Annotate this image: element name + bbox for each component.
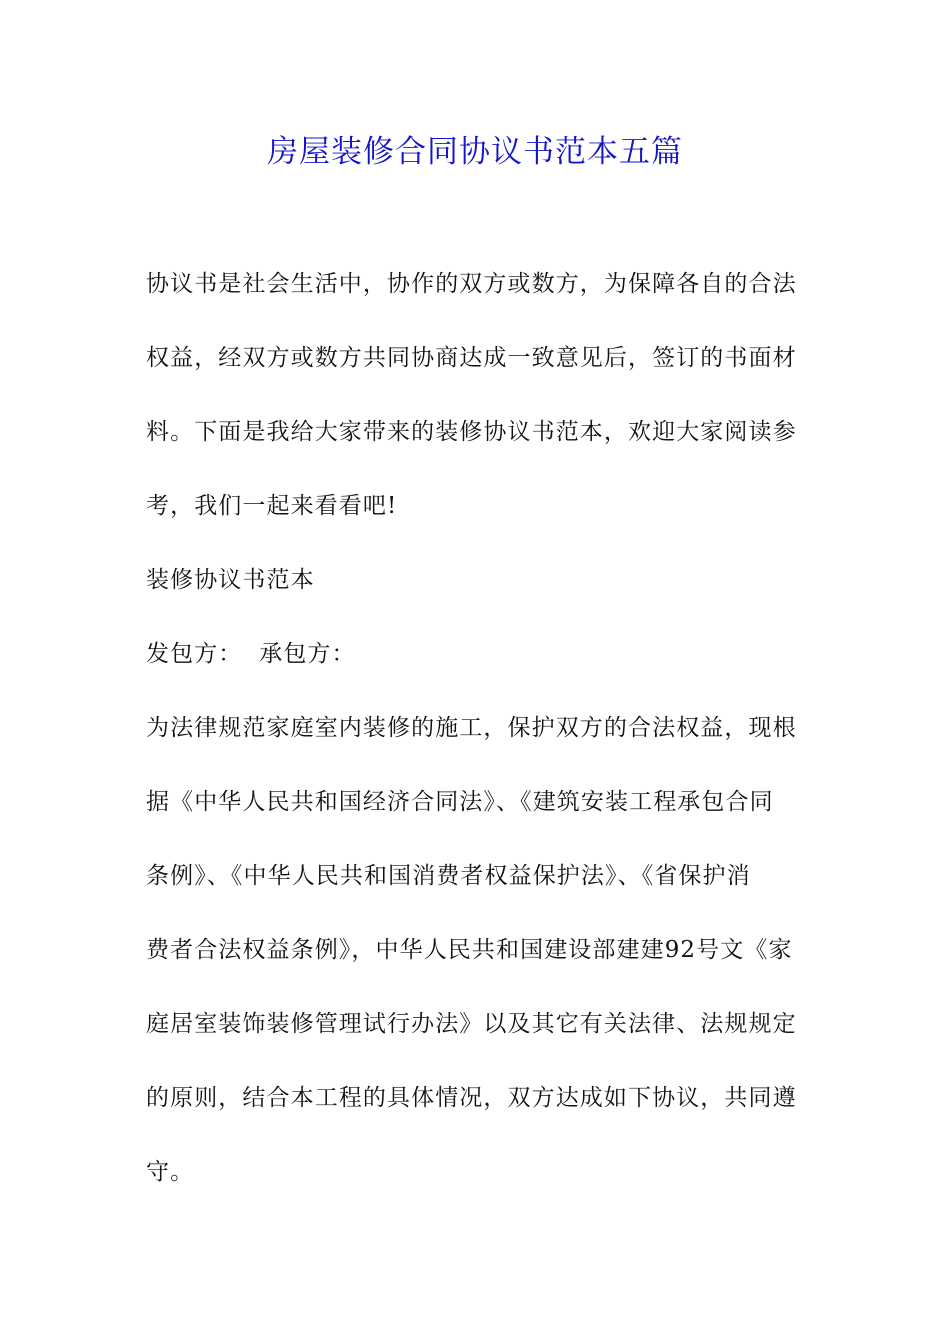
intro-line-1: 协议书是社会生活中，协作的双方或数方，为保障各自的合法 [146, 271, 797, 297]
clause-line-7: 守。 [146, 1159, 195, 1185]
intro-line-4: 考，我们一起来看看吧! [146, 493, 398, 519]
clause-line-5: 庭居室装饰装修管理试行办法》以及其它有关法律、法规规定 [146, 1011, 797, 1037]
document-body [146, 247, 826, 1209]
intro-line-3: 料。下面是我给大家带来的装修协议书范本，欢迎大家阅读参 [146, 419, 797, 445]
clause-line-1: 为法律规范家庭室内装修的施工，保护双方的合法权益，现根 [146, 715, 797, 741]
section-heading: 装修协议书范本 [146, 567, 315, 593]
clause-line-4: 费者合法权益条例》，中华人民共和国建设部建建92号文《家 [146, 937, 793, 963]
clause-line-2: 据《中华人民共和国经济合同法》、《建筑安装工程承包合同 [146, 789, 774, 815]
intro-line-2: 权益，经双方或数方共同协商达成一致意见后，签订的书面材 [146, 345, 797, 371]
clause-line-3: 条例》、《中华人民共和国消费者权益保护法》、《省保护消 [146, 863, 751, 889]
parties-line: 发包方： 承包方： [146, 641, 356, 667]
clause-line-6: 的原则，结合本工程的具体情况，双方达成如下协议，共同遵 [146, 1085, 797, 1111]
document-title: 房屋装修合同协议书范本五篇 [267, 134, 683, 170]
